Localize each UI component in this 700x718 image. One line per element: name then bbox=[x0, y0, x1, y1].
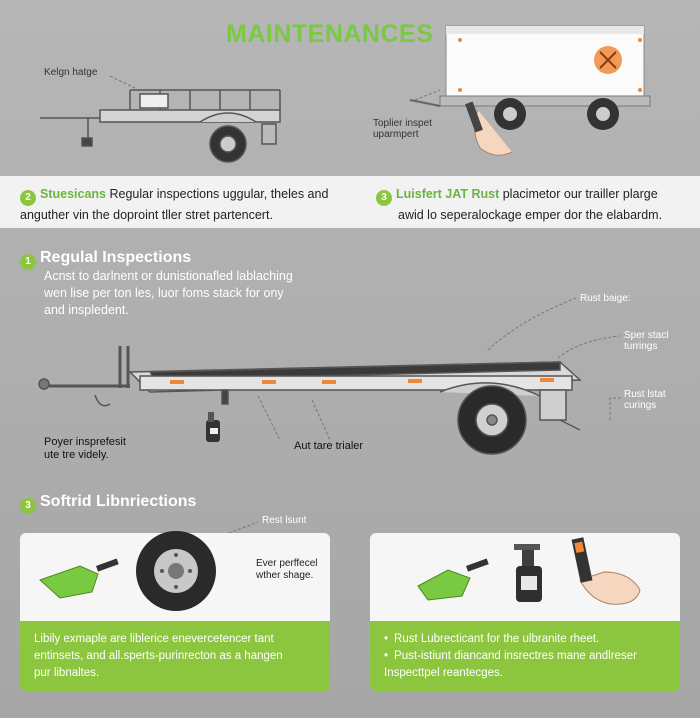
number-badge: 1 bbox=[20, 254, 36, 270]
info-band bbox=[0, 176, 700, 228]
callout-rust-badge: Rust baige: bbox=[580, 293, 631, 304]
callout-ever-2: wther shage. bbox=[256, 570, 314, 581]
section1-line: Acnst to darlnent or dunistionafled lablaching bbox=[44, 269, 293, 283]
card-right-bullet: • Rust Lubrecticant for the ulbranite rheet. bbox=[384, 631, 666, 648]
section1-heading bbox=[20, 249, 191, 270]
page-title: MAINTENANCES bbox=[226, 20, 434, 48]
section3-title: Softrid Libnriections bbox=[40, 493, 197, 510]
callout-poyer-1: Poyer insprefesit bbox=[44, 436, 126, 448]
spray-bottle-icon bbox=[206, 412, 220, 442]
callout-spec-1: Sper stacl bbox=[624, 330, 669, 341]
band-left-title: Stuesicans bbox=[40, 187, 107, 201]
band-right-line1: placimetor our trailler plarge bbox=[502, 187, 658, 201]
band-right-title: Luisfert JAT Rust bbox=[396, 187, 500, 201]
band-right-line2: awid lo seperalockage emper dor the elabardm. bbox=[398, 208, 663, 222]
callout-rust-stat-2: curings bbox=[624, 400, 657, 411]
callout-ever-1: Ever perffecel bbox=[256, 558, 318, 569]
callout-right-2: uparmpert bbox=[373, 129, 419, 140]
number-badge: 2 bbox=[20, 190, 36, 206]
number-badge: 3 bbox=[20, 498, 36, 514]
enclosed-trailer-illustration bbox=[410, 26, 650, 155]
card-left-line: pur libnaltes. bbox=[34, 667, 100, 679]
callout-aut: Aut tare trialer bbox=[294, 440, 364, 452]
small-trailer-illustration bbox=[40, 90, 280, 162]
section3-heading bbox=[20, 493, 196, 514]
card-right-footer bbox=[370, 621, 680, 691]
callout-left: Kelgn hatge bbox=[44, 67, 98, 78]
section1-line: and inspledent. bbox=[44, 303, 129, 317]
card-left-footer bbox=[20, 621, 330, 691]
callout-poyer-2: ute tre videly. bbox=[44, 449, 109, 461]
callout-right-1: Toplier inspet bbox=[373, 118, 432, 129]
callout-spec-2: turrings bbox=[624, 341, 658, 352]
section1-line: wen lise per ton les, luor foms stack for ony bbox=[44, 286, 284, 300]
card-left-line: entinsets, and all.sperts-purinrecton as a hangen bbox=[34, 650, 283, 662]
section1-body bbox=[44, 268, 293, 319]
band-item-right bbox=[376, 185, 662, 224]
card-right-bullet: • Pust-istiunt diancand insrectres mane andlreser Inspecttpel reantecges. bbox=[384, 648, 666, 682]
card-left bbox=[20, 533, 330, 691]
card-left-line: Libily exmaple are liblerice enevercetencer tant bbox=[34, 633, 274, 645]
band-left-line1: Regular inspections uggular, theles and bbox=[109, 187, 329, 201]
section1-title: Regulal Inspections bbox=[40, 249, 192, 266]
callout-rest: Rest lsunt bbox=[262, 515, 307, 526]
callout-rust-stat-1: Rust lstat bbox=[624, 389, 666, 400]
band-left-line2: anguther vin the doproint tller stret partencert. bbox=[20, 208, 273, 222]
number-badge: 3 bbox=[376, 190, 392, 206]
band-item-left bbox=[20, 185, 328, 224]
card-right bbox=[370, 533, 680, 691]
